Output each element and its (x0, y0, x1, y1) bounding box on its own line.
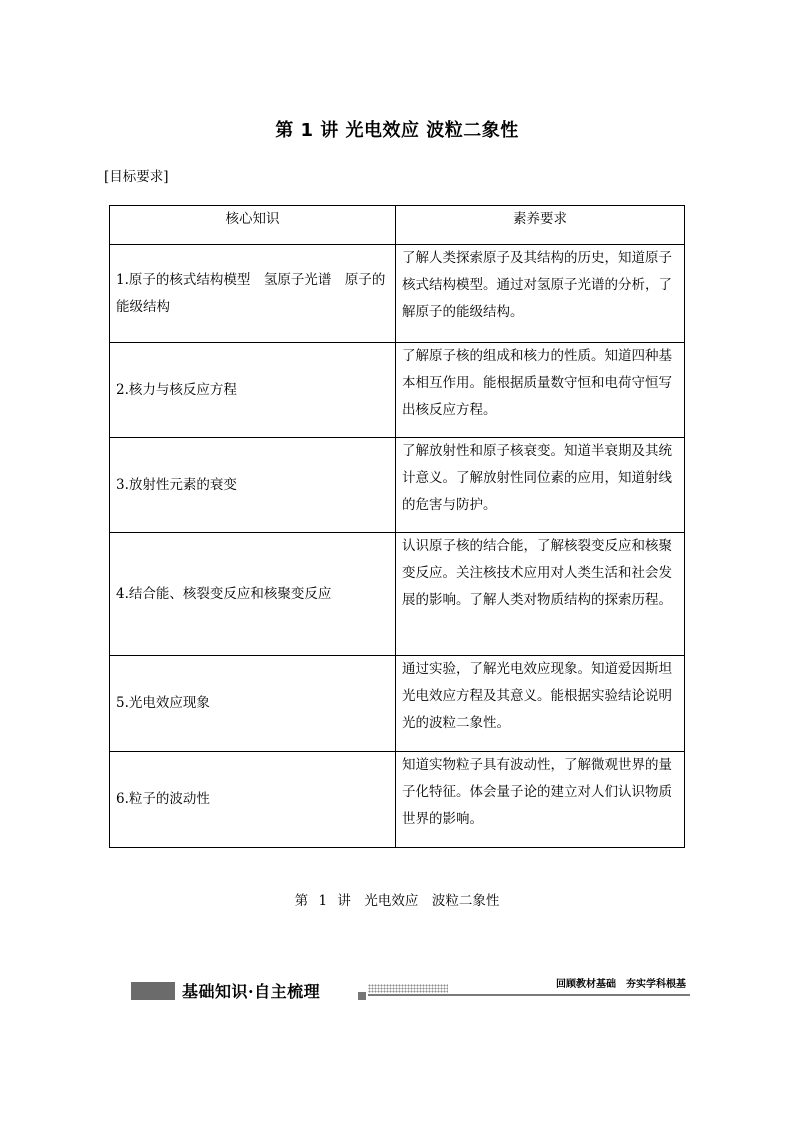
requirement-cell: 了解放射性和原子核衰变。知道半衰期及其统计意义。了解放射性同位素的应用，知道射线的危害与防护。 (396, 438, 685, 533)
knowledge-cell: 2.核力与核反应方程 (110, 343, 396, 438)
knowledge-cell: 3.放射性元素的衰变 (110, 438, 396, 533)
banner-dot-pattern (368, 984, 448, 993)
goals-label: [目标要求] (104, 169, 169, 185)
table-header-row (110, 206, 685, 245)
table-row (110, 752, 685, 848)
banner-gray-block (131, 982, 175, 1000)
table-row (110, 533, 685, 656)
page-title: 第 1 讲 光电效应 波粒二象性 (275, 120, 519, 141)
table-row (110, 245, 685, 343)
table-row (110, 656, 685, 752)
banner-tagline: 回顾教材基础 夯实学科根基 (556, 979, 686, 990)
knowledge-cell: 4.结合能、核裂变反应和核聚变反应 (110, 533, 396, 656)
requirement-cell: 通过实验，了解光电效应现象。知道爱因斯坦光电效应方程及其意义。能根据实验结论说明光的波粒二象性。 (396, 656, 685, 752)
requirement-cell: 知道实物粒子具有波动性，了解微观世界的量子化特征。体会量子论的建立对人们认识物质世界的影响。 (396, 752, 685, 848)
banner-divider-line (368, 994, 690, 996)
lecture-subtitle: 第 1 讲 光电效应 波粒二象性 (294, 893, 500, 909)
requirements-table (109, 205, 685, 848)
requirement-cell: 了解人类探索原子及其结构的历史，知道原子核式结构模型。通过对氢原子光谱的分析，了解原子的能级结构。 (396, 245, 685, 343)
banner-title: 基础知识·自主梳理 (182, 982, 321, 1001)
header-core-knowledge: 核心知识 (110, 206, 396, 245)
knowledge-cell: 5.光电效应现象 (110, 656, 396, 752)
knowledge-cell: 6.粒子的波动性 (110, 752, 396, 848)
header-competency-requirements: 素养要求 (396, 206, 685, 245)
table-row (110, 438, 685, 533)
table-row (110, 343, 685, 438)
knowledge-cell: 1.原子的核式结构模型 氢原子光谱 原子的能级结构 (110, 245, 396, 343)
section-banner (128, 980, 690, 1004)
banner-square-icon (358, 992, 366, 1000)
requirement-cell: 了解原子核的组成和核力的性质。知道四种基本相互作用。能根据质量数守恒和电荷守恒写出核反应方程。 (396, 343, 685, 438)
requirement-cell: 认识原子核的结合能，了解核裂变反应和核聚变反应。关注核技术应用对人类生活和社会发展的影响。了解人类对物质结构的探索历程。 (396, 533, 685, 656)
